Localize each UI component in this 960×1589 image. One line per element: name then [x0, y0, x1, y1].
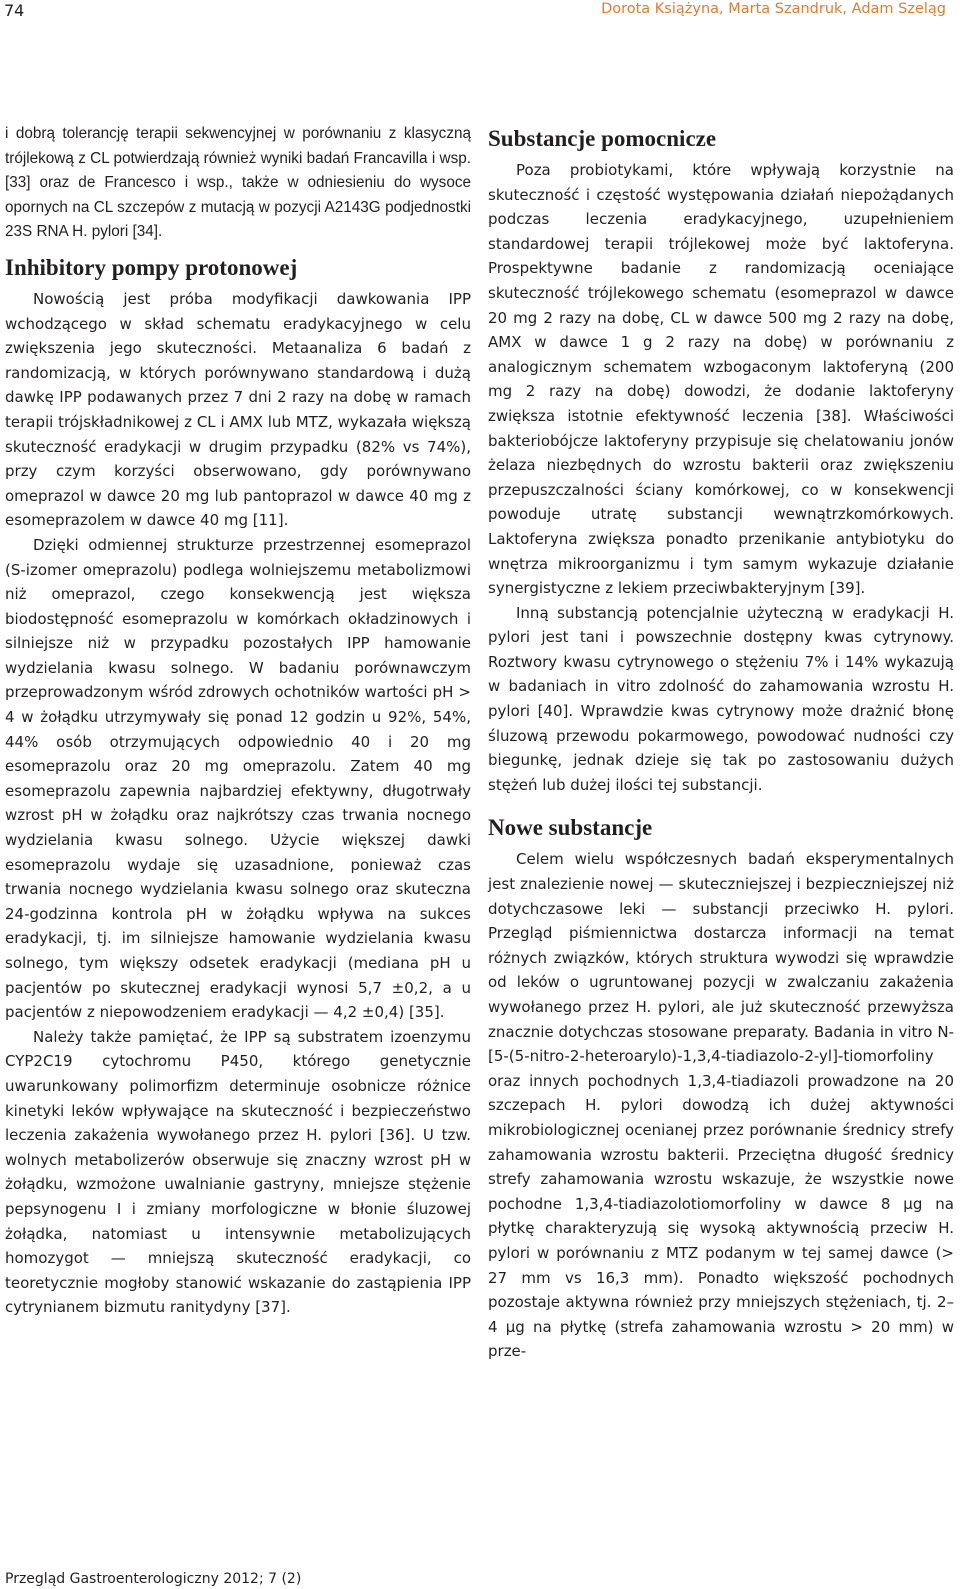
running-head-authors: Dorota Książyna, Marta Szandruk, Adam Szeląg — [601, 1, 946, 17]
left-column — [5, 122, 471, 1320]
paragraph: Poza probiotykami, które wpływają korzystnie na skuteczność i częstość występowania działań niepożądanych podczas leczenia eradykacyjnego, uzupełnieniem standardowej terapii trójlekowej może być laktoferyna. Prospektywne badanie z randomizacją oceniające skuteczność trójlekowego schematu (esomeprazol w dawce 20 mg 2 razy na dobę, CL w dawce 500 mg 2 razy na dobę, AMX w dawce 1 g 2 razy na dobę) w porównaniu z analogicznym schematem wzbogaconym laktoferyną (200 mg 2 razy na dobę) dowodzi, że dodanie laktoferyny zwiększa istotnie efektywność leczenia [38]. Właściwości bakteriobójcze laktoferyny przypisuje się chelatowaniu jonów żelaza niezbędnych do wzrostu bakterii oraz zwiększeniu przepuszczalności ściany komórkowej, co w konsekwencji powoduje utratę substancji wewnątrzkomórkowych. Laktoferyna zwiększa ponadto przenikanie antybiotyku do wnętrza mikroorganizmu i tym samym wykazuje działanie synergistyczne z lekiem przeciwbakteryjnym [39]. — [488, 161, 954, 598]
paragraph-continuation: i dobrą tolerancję terapii sekwencyjnej w porównaniu z klasyczną trójlekową z CL potwierdzają również wyniki badań Francavilla i wsp. [33] oraz de Francesco i wsp., także w odniesieniu do wysoce opornych na CL szczepów z mutacją w pozycji A2143G podjednostki 23S RNA H. pylori [34]. — [5, 125, 471, 241]
page-number: 74 — [4, 1, 25, 20]
section-heading-nowe-substancje: Nowe substancje — [488, 815, 653, 841]
paragraph: Dzięki odmiennej strukturze przestrzennej esomeprazol (S-izomer omeprazolu) podlega wolniejszemu metabolizmowi niż omeprazol, czego konsekwencją jest większa biodostępność esomeprazolu w komórkach okładzinowych i silniejsze niż w przypadku pozostałych IPP hamowanie wydzielania kwasu solnego. W badaniu porównawczym przeprowadzonym wśród zdrowych ochotników wartości pH > 4 w żołądku utrzymywały się ponad 12 godzin u 92%, 54%, 44% osób otrzymujących odpowiednio 40 i 20 mg esomeprazolu oraz 20 mg omeprazolu. Zatem 40 mg esomeprazolu zapewnia najbardziej efektywny, długotrwały wzrost pH w żołądku oraz najkrótszy czas trwania nocnego wydzielania kwasu solnego. Użycie większej dawki esomeprazolu wydaje się uzasadnione, ponieważ czas trwania nocnego wydzielania kwasu solnego oraz skuteczna 24-godzinna kontrola pH w żołądku wpływa na sukces eradykacji, tj. im silniejsze hamowanie wydzielania kwasu solnego, tym większy odsetek eradykacji (mediana pH u pacjentów po skutecznej eradykacji wynosi 5,7 ±0,2, a u pacjentów z niepowodzeniem eradykacji — 4,2 ±0,4) [35]. — [5, 535, 471, 1022]
paragraph: Nowością jest próba modyfikacji dawkowania IPP wchodzącego w skład schematu eradykacyjnego w celu zwiększenia jego skuteczności. Metaanaliza 6 badań z randomizacją, w których porównywano standardową i dużą dawkę IPP podawanych przez 7 dni 2 razy na dobę w ramach terapii trójskładnikowej z CL i AMX lub MTZ, wykazała większą skuteczność eradykacji w drugim przypadku (82% vs 74%), przy czym korzyści obserwowano, gdy porównywano omeprazol w dawce 20 mg lub pantoprazol w dawce 40 mg z esomeprazolem w dawce 40 mg [11]. — [5, 289, 471, 530]
section-heading-ipp: Inhibitory pompy protonowej — [5, 254, 298, 280]
paragraph: Celem wielu współczesnych badań eksperymentalnych jest znalezienie nowej — skuteczniejszej i bezpieczniejszej niż dotychczasowe leki — substancji przeciwko H. pylori. Przegląd piśmiennictwa dostarcza informacji na temat różnych związków, których struktura wywodzi się wprawdzie od leków o ugruntowanej pozycji w zwalczaniu zakażenia wywołanego przez H. pylori, ale już skuteczność przewyższa znacznie dotychczas stosowane preparaty. Badania in vitro N-[5-(5-nitro-2-heteroarylo)-1,3,4-tiadiazolo-2-yl]-tiomorfoliny oraz innych pochodnych 1,3,4-tiadiazoli prowadzone na 20 szczepach H. pylori dowodzą ich dużej aktywności mikrobiologicznej ocenianej przez porównanie średnicy strefy zahamowania wzrostu bakterii. Przeciętna długość średnicy strefy zahamowania wzrostu wskazuje, że wszystkie nowe pochodne 1,3,4-tiadiazolotiomorfoliny w dawce 8 μg na płytkę charakteryzują się wysoką aktywnością przeciw H. pylori w porównaniu z MTZ podanym w tej samej dawce (> 27 mm vs 16,3 mm). Ponadto większość pochodnych pozostaje aktywna również przy mniejszych stężeniach, tj. 2–4 μg na płytkę (strefa zahamowania wzrostu > 20 mm) w prze- — [488, 850, 954, 1361]
section-heading-substancje-pomocnicze: Substancje pomocnicze — [488, 126, 717, 151]
paragraph: Inną substancją potencjalnie użyteczną w eradykacji H. pylori jest tani i powszechnie dostępny kwas cytrynowy. Roztwory kwasu cytrynowego o stężeniu 7% i 14% wykazują w badaniach in vitro zdolność do zahamowania wzrostu H. pylori [40]. Wprawdzie kwas cytrynowy może drażnić błonę śluzową przewodu pokarmowego, powodować nudności czy biegunkę, jednak dzieje się tak po zastosowaniu dużych stężeń lub dużej ilości tej substancji. — [488, 603, 954, 794]
right-column — [488, 122, 954, 1364]
page-header — [0, 0, 960, 24]
paragraph: Należy także pamiętać, że IPP są substratem izoenzymu CYP2C19 cytochromu P450, którego genetycznie uwarunkowany polimorfizm determinuje osobnicze różnice kinetyki leków wpływające na skuteczność i bezpieczeństwo leczenia zakażenia wywołanego przez H. pylori [36]. U tzw. wolnych metabolizerów obserwuje się znaczny wzrost pH w żołądku, wzmożone uwalnianie gastryny, mniejsze stężenie pepsynogenu I i zmiany morfologiczne w błonie śluzowej żołądka, natomiast u intensywnie metabolizujących homozygot — mniejszą skuteczność eradykacji, co teoretycznie mogłoby stanowić wskazanie do zastąpienia IPP cytrynianem bizmutu ranitydyny [37]. — [5, 1027, 471, 1317]
page-footer-journal: Przegląd Gastroenterologiczny 2012; 7 (2) — [5, 1571, 302, 1587]
